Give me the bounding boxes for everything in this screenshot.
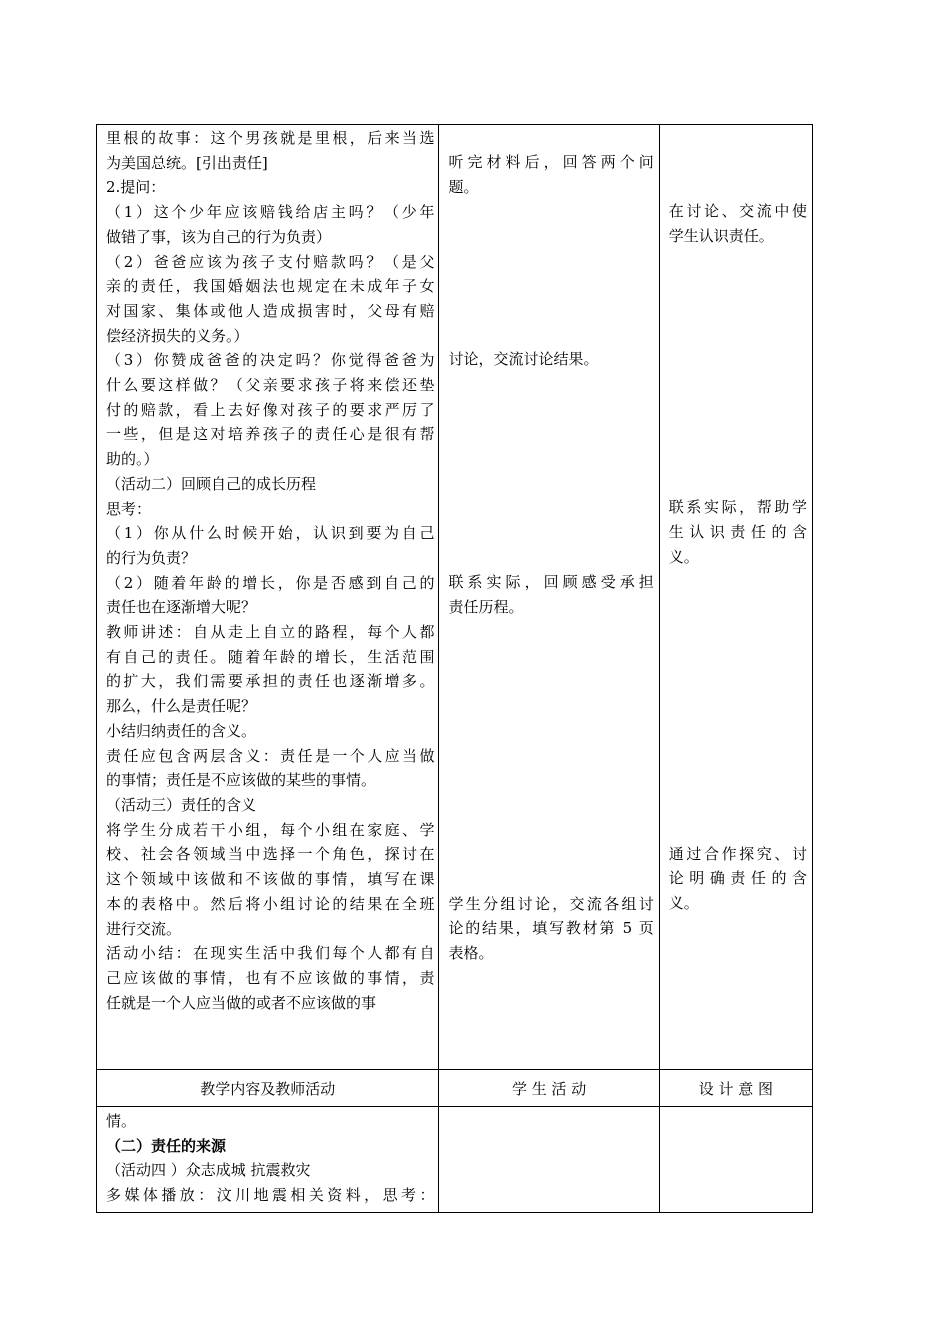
student-line: 题。 [448,177,479,196]
teacher-line: 的扩大，我们需要承担的责任也逐渐增多。 [106,672,435,691]
design-block-3 [669,842,807,916]
design-line: 通过合作探究、讨 [668,844,807,863]
design-block-2 [669,495,807,569]
teacher-line: （2）随着年龄的增长，你是否感到自己的 [106,573,435,592]
teacher-line: 里根的故事：这个男孩就是里根，后来当选 [106,129,435,147]
teacher-line: （活动二）回顾自己的成长历程 [106,474,317,493]
student-line: 论的结果，填写教材第 5 页 [448,919,654,938]
student-line: 讨论，交流讨论结果。 [448,350,599,369]
design-intent-cell [659,125,812,1070]
content-row-1 [97,125,813,1070]
header-student-activity: 学 生 活 动 [439,1070,659,1107]
teacher-line: 的行为负责？ [106,548,197,567]
teacher-line: 2.提问： [106,178,166,197]
design-line: 义。 [668,547,699,566]
teacher-line: 己应该做的事情，也有不应该做的事情，责 [106,968,435,987]
teacher-line: 付的赔款，看上去好像对孩子的要求严厉了 [106,400,435,419]
student-activity-cell-2 [439,1107,659,1213]
text-line: 多媒体播放：汶川地震相关资料，思考： [106,1186,435,1205]
student-block-1 [448,150,653,199]
text-line: 情。 [106,1112,137,1130]
teacher-line: 做错了事，该为自己的行为负责） [106,227,332,246]
teacher-line: （2）爸爸应该为孩子支付赔款吗？（是父 [106,252,435,271]
design-line: 在讨论、交流中使 [668,202,807,220]
teacher-line: 思考： [106,499,152,518]
design-line: 生认识责任的含 [668,523,807,542]
teacher-line: 任就是一个人应当做的或者不应该做的事 [106,993,377,1012]
student-line: 学生分组讨论，交流各组讨 [448,894,654,913]
teacher-line: （活动三）责任的含义 [106,795,257,814]
design-block-1 [669,199,807,248]
teacher-line: 一些，但是这对培养孩子的责任心是很有帮 [106,425,435,444]
lesson-plan-table [96,124,813,1213]
teacher-line: 的事情；责任是不应该做的某些的事情。 [106,771,377,790]
teacher-line: 进行交流。 [106,919,182,938]
teacher-line: 校、社会各领域当中选择一个角色，探讨在 [106,845,435,864]
teacher-line: 小结归纳责任的含义。 [106,721,257,740]
teacher-line: 本的表格中。然后将小组讨论的结果在全班 [106,894,435,913]
teacher-line: 什么要这样做？（父亲要求孩子将来偿还垫 [106,376,435,395]
teacher-line: （3）你赞成爸爸的决定吗？你觉得爸爸为 [106,351,435,370]
student-line: 联系实际，回顾感受承担 [448,573,654,592]
teacher-line: 那么，什么是责任呢？ [106,697,257,716]
teacher-line: 有自己的责任。随着年龄的增长，生活范围 [106,647,435,666]
student-activity-cell [439,125,659,1070]
teacher-line: 这个领域中该做和不该做的事情，填写在课 [106,870,435,889]
teacher-line: 将学生分成若干小组，每个小组在家庭、学 [106,820,435,839]
teacher-line: 为美国总统。[引出责任] [106,153,268,172]
section-heading: （二）责任的来源 [106,1136,227,1155]
design-line: 论明确责任的含 [668,869,807,888]
student-line: 责任历程。 [448,597,524,616]
header-teacher-content: 教学内容及教师活动 [97,1070,439,1107]
teacher-line: 责任应包含两层含义：责任是一个人应当做 [106,746,435,765]
teacher-line: （1）这个少年应该赔钱给店主吗？（少年 [106,203,435,222]
teacher-line: 活动小结：在现实生活中我们每个人都有自 [106,944,435,963]
design-line: 联系实际，帮助学 [668,498,807,517]
teacher-line: 对国家、集体或他人造成损害时，父母有赔 [106,301,435,320]
student-block-3 [448,570,653,619]
student-block-2 [448,347,653,372]
teacher-activity-cell [97,125,439,1070]
teacher-activity-text [97,125,438,1015]
teacher-line: 助的。） [106,450,159,469]
content-row-2 [97,1107,813,1213]
design-line: 学生认识责任。 [668,226,774,245]
student-block-4 [448,892,653,966]
teacher-line: （1）你从什么时候开始，认识到要为自己 [106,524,435,543]
student-line: 表格。 [448,943,494,962]
design-intent-text [660,125,812,916]
design-intent-cell-2 [659,1107,812,1213]
student-line: 听完材料后，回答两个问 [448,153,654,171]
header-design-intent: 设 计 意 图 [659,1070,812,1107]
column-header-row [97,1070,813,1107]
text-line: （活动四 ）众志成城 抗震救灾 [106,1161,311,1180]
teacher-activity-cell-2 [97,1107,439,1213]
design-line: 义。 [668,893,699,912]
student-activity-text [439,125,658,966]
teacher-line: 偿经济损失的义务。） [106,326,249,345]
teacher-activity-text-2 [97,1107,438,1208]
teacher-line: 教师讲述：自从走上自立的路程，每个人都 [106,623,435,642]
teacher-line: 责任也在逐渐增大呢？ [106,598,257,617]
teacher-line: 亲的责任，我国婚姻法也规定在未成年子女 [106,277,435,296]
